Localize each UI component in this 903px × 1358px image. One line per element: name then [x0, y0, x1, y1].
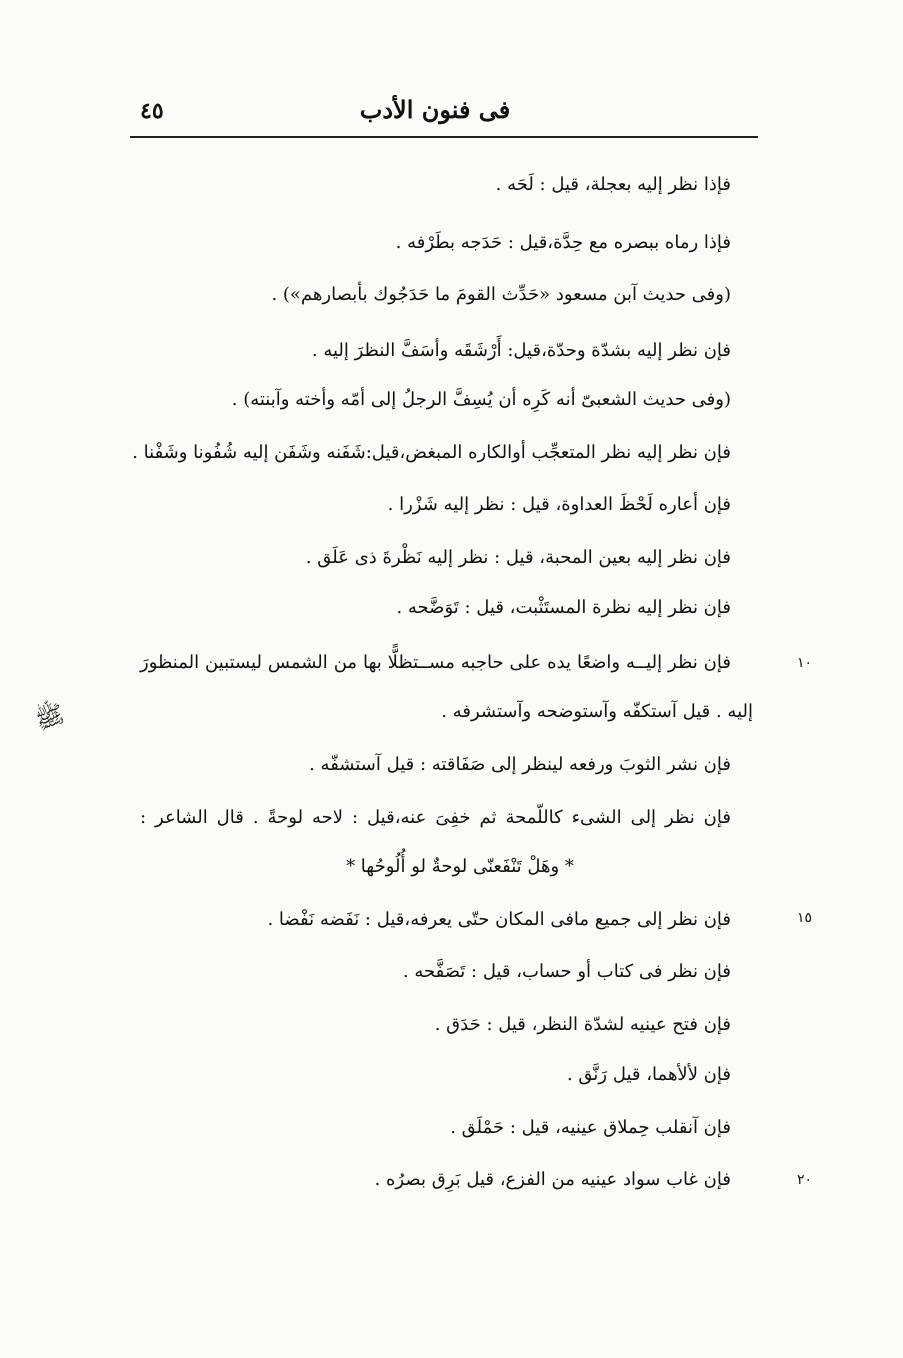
text-line: فإن نشر الثوبَ ورفعه لينظر إلى صَفَاقته : قيل آستشفّه .: [309, 754, 731, 775]
margin-line-number: ١٥: [797, 910, 813, 926]
poetry-verse: * وهَلْ تَنْفَعنّى لوحةٌ لو أُلُوحُها *: [346, 856, 574, 877]
text-line: فإذا رماه ببصره مع حِدَّة،قيل : حَدَجه بطَرْفه .: [395, 232, 731, 253]
running-header-title: فى فنون الأدب: [359, 95, 511, 124]
header-rule: [130, 136, 758, 138]
text-line: فإن نظر إليه بعين المحبة، قيل : نظر إليه نَظْرةَ ذى عَلَق .: [305, 547, 731, 568]
text-line: فإن فتح عينيه لشدّة النظر، قيل : حَدَق .: [434, 1014, 731, 1035]
text-line: فإن نظر إليه بشدّة وحدّة،قيل: أَرْشَقَه وأسَفَّ النظرَ إليه .: [311, 340, 731, 361]
text-line: فإذا نظر إليه بعجلة، قيل : لَحَه .: [495, 174, 731, 195]
text-line: فإن نظر إليــه واضعًا يده على حاجبه مســتظلًّا بها من الشمس ليستبين المنظورَ: [140, 652, 731, 673]
text-line: فإن نظر فى كتاب أو حساب، قيل : تَصَفَّحه .: [402, 961, 731, 982]
text-line: فإن أعاره لَحْظَ العداوة، قيل : نظر إليه شَزْرا .: [387, 494, 731, 515]
text-line: فإن نظر إلى الشىء كاللّمحة ثم خفِىَ عنه،قيل : لاحه لوحةً . قال الشاعر :: [140, 807, 731, 828]
marginal-mark: ﷺ: [31, 699, 69, 736]
text-line: فإن نظر إلى جميع مافى المكان حتّى يعرفه،قيل : نَفَضه نَفْضا .: [267, 909, 731, 930]
text-line: (وفى حديث آبن مسعود «حَدِّث القومَ ما حَدَجُوك بأبصارهم») .: [271, 284, 731, 305]
text-line: فإن نظر إليه نظرة المستَثْبت، قيل : تَوَضَّحه .: [396, 597, 731, 618]
text-line: إليه . قيل آستكفّه وآستوضحه وآستشرفه .: [441, 701, 753, 722]
text-line: (وفى حديث الشعبىّ أنه كَرِه أن يُسِفَّ الرجلُ إلى أمّه وأخته وآبنته) .: [231, 389, 731, 410]
text-line: فإن غاب سواد عينيه من الفزع، قيل بَرِق بصرُه .: [374, 1169, 731, 1190]
text-line: فإن نظر إليه نظر المتعجِّب أوالكاره المبغض،قيل:شَفَنه وشَفَن إليه شُفُونا وشَفْنا .: [132, 442, 731, 463]
text-line: فإن آنقلب حِملاق عينيه، قيل : حَمْلَق .: [450, 1117, 731, 1138]
text-line: فإن لألأهما، قيل رَنَّق .: [566, 1064, 731, 1085]
margin-line-number: ١٠: [797, 655, 813, 671]
page-number: ٤٥: [140, 98, 164, 124]
margin-line-number: ٢٠: [797, 1172, 813, 1188]
